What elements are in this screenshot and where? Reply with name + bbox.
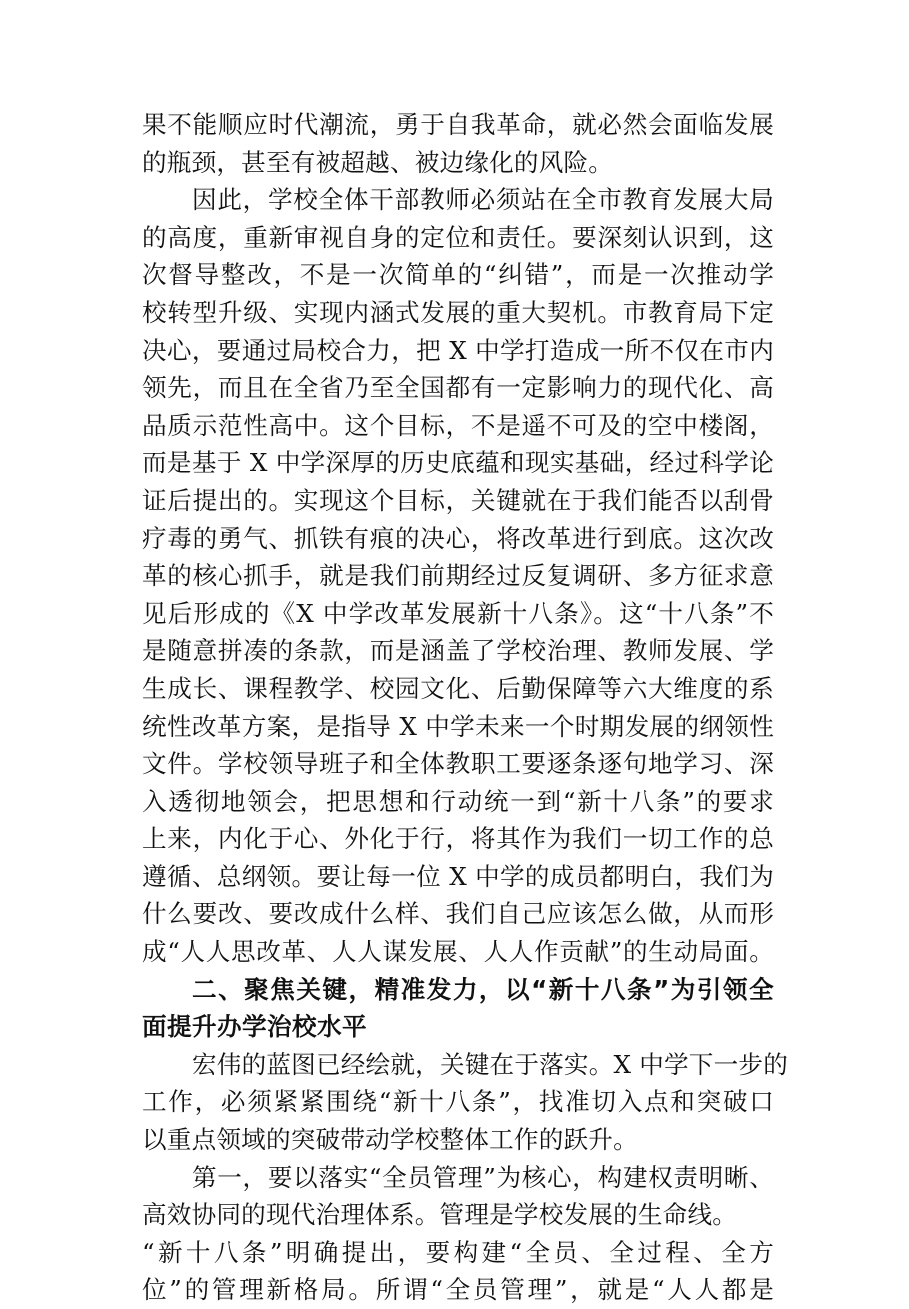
paragraph-line: 上来，内化于心、外化于行，将其作为我们一切工作的总 [142, 824, 774, 854]
paragraph-line: 工作，必须紧紧围绕“新十八条”，找准切入点和突破口 [142, 1087, 774, 1117]
paragraph-line: “新十八条”明确提出，要构建“全员、全过程、全方 [142, 1237, 774, 1267]
paragraph-line: 领先，而且在全省乃至全国都有一定影响力的现代化、高 [142, 373, 774, 403]
paragraph-line: 遵循、总纲领。要让每一位 X 中学的成员都明白，我们为 [142, 861, 774, 891]
paragraph-line: 的瓶颈，甚至有被超越、被边缘化的风险。 [142, 147, 614, 177]
paragraph-line: 文件。学校领导班子和全体教职工要逐条逐句地学习、深 [142, 749, 774, 779]
paragraph-line: 位”的管理新格局。所谓“全员管理”，就是“人人都是 [142, 1275, 774, 1305]
paragraph-line: 果不能顺应时代潮流，勇于自我革命，就必然会面临发展 [142, 110, 774, 139]
paragraph-line: 革的核心抓手，就是我们前期经过反复调研、多方征求意 [142, 561, 774, 591]
paragraph-line: 宏伟的蓝图已经绘就，关键在于落实。X 中学下一步的 [192, 1049, 788, 1079]
paragraph-line: 的高度，重新审视自身的定位和责任。要深刻认识到，这 [142, 222, 774, 252]
paragraph-line: 品质示范性高中。这个目标，不是遥不可及的空中楼阁， [142, 410, 774, 440]
paragraph-line: 证后提出的。实现这个目标，关键就在于我们能否以刮骨 [142, 485, 774, 515]
paragraph-line: 而是基于 X 中学深厚的历史底蕴和现实基础，经过科学论 [142, 448, 774, 478]
paragraph-line: 高效协同的现代治理体系。管理是学校发展的生命线。 [142, 1200, 738, 1230]
document-body [142, 106, 788, 1309]
paragraph-line: 什么要改、要改成什么样、我们自己应该怎么做，从而形 [142, 899, 774, 929]
paragraph-line: 第一，要以落实“全员管理”为核心，构建权责明晰、 [192, 1162, 774, 1192]
paragraph-line: 成“人人思改革、人人谋发展、人人作贡献”的生动局面。 [142, 937, 774, 967]
paragraph-line: 入透彻地领会，把思想和行动统一到“新十八条”的要求 [142, 786, 774, 816]
paragraph-line: 以重点领域的突破带动学校整体工作的跃升。 [142, 1125, 638, 1155]
section-heading-line: 二、聚焦关键，精准发力，以“新十八条”为引领全 [192, 974, 774, 1004]
paragraph-line: 生成长、课程教学、校园文化、后勤保障等六大维度的系 [142, 673, 774, 703]
paragraph-line: 是随意拼凑的条款，而是涵盖了学校治理、教师发展、学 [142, 636, 774, 666]
paragraph-line: 决心，要通过局校合力，把 X 中学打造成一所不仅在市内 [142, 335, 774, 365]
section-heading-line: 面提升办学治校水平 [142, 1012, 367, 1042]
paragraph-line: 次督导整改，不是一次简单的“纠错”，而是一次推动学 [142, 260, 774, 290]
paragraph-line: 校转型升级、实现内涵式发展的重大契机。市教育局下定 [142, 297, 774, 327]
paragraph-line: 疗毒的勇气、抓铁有痕的决心，将改革进行到底。这次改 [142, 523, 774, 553]
paragraph-line: 见后形成的《X 中学改革发展新十八条》。这“十八条”不 [142, 598, 774, 628]
paragraph-line: 因此，学校全体干部教师必须站在全市教育发展大局 [192, 185, 774, 215]
paragraph-line: 统性改革方案，是指导 X 中学未来一个时期发展的纲领性 [142, 711, 774, 741]
